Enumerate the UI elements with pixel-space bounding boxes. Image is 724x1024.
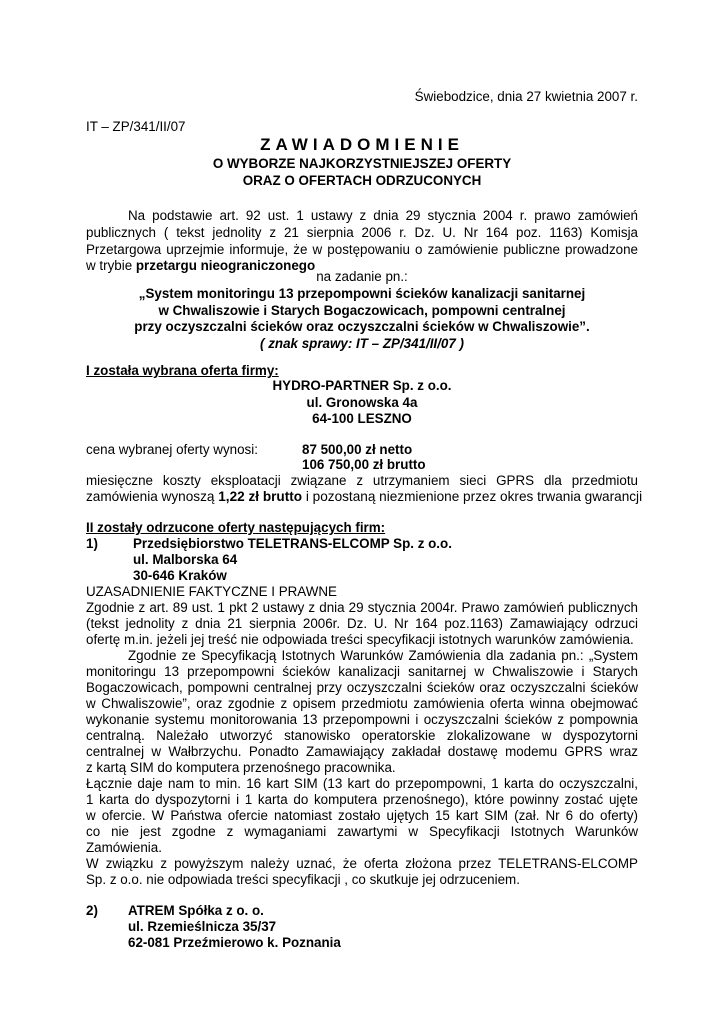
intro-line-2: publicznych ( tekst jednolity z 21 sierpnia 2006 r. Dz. U. Nr 164 poz. 1163) Komisja: [86, 225, 638, 240]
justification-line-3: ofertę m.in. jeżeli jej treść nie odpowiada treści specyfikacji istotnych warunków zamówienia.: [86, 632, 634, 647]
place-date: Świebodzice, dnia 27 kwietnia 2007 r.: [414, 89, 638, 104]
offer-1-number: 1): [86, 536, 98, 551]
justification-line-10: centralnej w Wałbrzychu. Ponadto Zamawiający zakładał dostawę modemu GPRS wraz: [86, 744, 638, 759]
price-label: cena wybranej oferty wynosi:: [86, 442, 258, 457]
cost-line-2: zamówienia wynoszą 1,22 zł brutto i pozostaną niezmienione przez okres trwania gwarancji: [86, 489, 643, 504]
justification-line-5: monitoringu 13 przepompowni ścieków kanalizacji sanitarnej w Chwaliszowie i Starych: [86, 664, 638, 679]
intro-line-1: Na podstawie art. 92 ust. 1 ustawy z dnia 29 stycznia 2004 r. prawo zamówień: [128, 208, 638, 223]
reference-number: IT – ZP/341/II/07: [86, 119, 186, 134]
subtitle-line-1: O WYBORZE NAJKORZYSTNIEJSZEJ OFERTY: [212, 156, 512, 171]
offer-1-city: 30-646 Kraków: [133, 568, 227, 583]
justification-heading: UZASADNIENIE FAKTYCZNE I PRAWNE: [86, 584, 337, 599]
task-label: na zadanie pn.:: [316, 269, 408, 284]
justification-line-15: co nie jest zgodne z wymaganiami zawartymi w Specyfikacji Istotnych Warunków: [86, 824, 638, 839]
justification-line-7: w Chwaliszowie”, oraz zgodnie z opisem przedmiotu zamówienia oferta winna obejmować: [86, 696, 638, 711]
price-gross: 106 750,00 zł brutto: [302, 457, 426, 472]
justification-line-1: Zgodnie z art. 89 ust. 1 pkt 2 ustawy z dnia 29 stycznia 2004r. Prawo zamówień publicznych: [86, 600, 638, 615]
justification-line-4: Zgodnie ze Specyfikacją Istotnych Warunków Zamówienia dla zadania pn.: „System: [128, 648, 638, 663]
justification-line-18: Sp. z o.o. nie odpowiada treści specyfikacji , co skutkuje jej odrzuceniem.: [86, 872, 520, 887]
intro-line-3: Przetargowa uprzejmie informuje, że w postępowaniu o zamówienie publiczne prowadzone: [86, 242, 638, 257]
offer-2-street: ul. Rzemieślnicza 35/37: [128, 919, 277, 934]
justification-line-14: w ofercie. W Państwa ofercie natomiast zostało ujętych 15 kart SIM (zał. Nr 6 do oferty): [86, 808, 638, 823]
winner-firm: HYDRO-PARTNER Sp. z o.o.: [272, 378, 452, 393]
procedure-type: przetargu nieograniczonego: [135, 258, 316, 273]
justification-line-11: z kartą SIM do komputera przenośnego pracownika.: [86, 760, 396, 775]
winner-city: 64-100 LESZNO: [312, 411, 412, 426]
justification-line-16: Zamówienia.: [86, 840, 162, 855]
offer-1-name: Przedsiębiorstwo TELETRANS-ELCOMP Sp. z o.o.: [133, 536, 452, 551]
offer-2-name: ATREM Spółka z o. o.: [128, 903, 264, 918]
document-title: ZAWIADOMIENIE: [260, 135, 464, 154]
subtitle-line-2: ORAZ O OFERTACH ODRZUCONYCH: [242, 173, 482, 188]
intro-line-4: w trybie przetargu nieograniczonego: [86, 258, 316, 273]
justification-line-13: 1 karta do dyspozytorni i 1 karta do komputera przenośnego), które powinny zostać ujęte: [86, 792, 638, 807]
task-title-line-1: „System monitoringu 13 przepompowni ścieków kanalizacji sanitarnej: [138, 286, 586, 301]
offer-1-street: ul. Malborska 64: [133, 552, 238, 567]
winner-street: ul. Gronowska 4a: [306, 395, 418, 410]
justification-line-2: (tekst jednolity z dnia 21 sierpnia 2006r. Dz. U. Nr 164 poz.1163) Zamawiający odrzuci: [86, 616, 638, 631]
justification-line-8: wykonanie systemu monitorowania 13 przepompowni i oczyszczalni ścieków z pompownia: [86, 712, 638, 727]
justification-line-17: W związku z powyższym należy uznać, że oferta złożona przez TELETRANS-ELCOMP: [86, 856, 638, 871]
justification-line-12: Łącznie daje nam to min. 16 kart SIM (13 kart do przepompowni, 1 karta do oczyszczalni,: [86, 776, 638, 791]
monthly-cost: 1,22 zł brutto: [218, 489, 303, 504]
justification-line-9: centralną. Należało utworzyć stanowisko operatorskie zlokalizowane w dyspozytorni: [86, 728, 638, 743]
cost-line-1: miesięczne koszty eksploatacji związane z utrzymaniem sieci GPRS dla przedmiotu: [86, 473, 638, 488]
section-2-heading: II zostały odrzucone oferty następujących firm:: [86, 520, 386, 535]
justification-line-6: Bogaczowicach, pompowni centralnej przy oczyszczalni ścieków oraz oczyszczalni ścieków: [86, 680, 638, 695]
price-net: 87 500,00 zł netto: [302, 442, 413, 457]
offer-2-city: 62-081 Przeźmierowo k. Poznania: [128, 935, 341, 950]
offer-2-number: 2): [86, 903, 98, 918]
task-title-line-2: w Chwaliszowie i Starych Bogaczowicach, pompowni centralnej: [158, 303, 566, 318]
case-number: ( znak sprawy: IT – ZP/341/II/07 ): [260, 336, 464, 351]
task-title-line-3: przy oczyszczalni ścieków oraz oczyszczalni ścieków w Chwaliszowie”.: [134, 319, 590, 334]
section-1-heading: I została wybrana oferta firmy:: [86, 363, 279, 378]
